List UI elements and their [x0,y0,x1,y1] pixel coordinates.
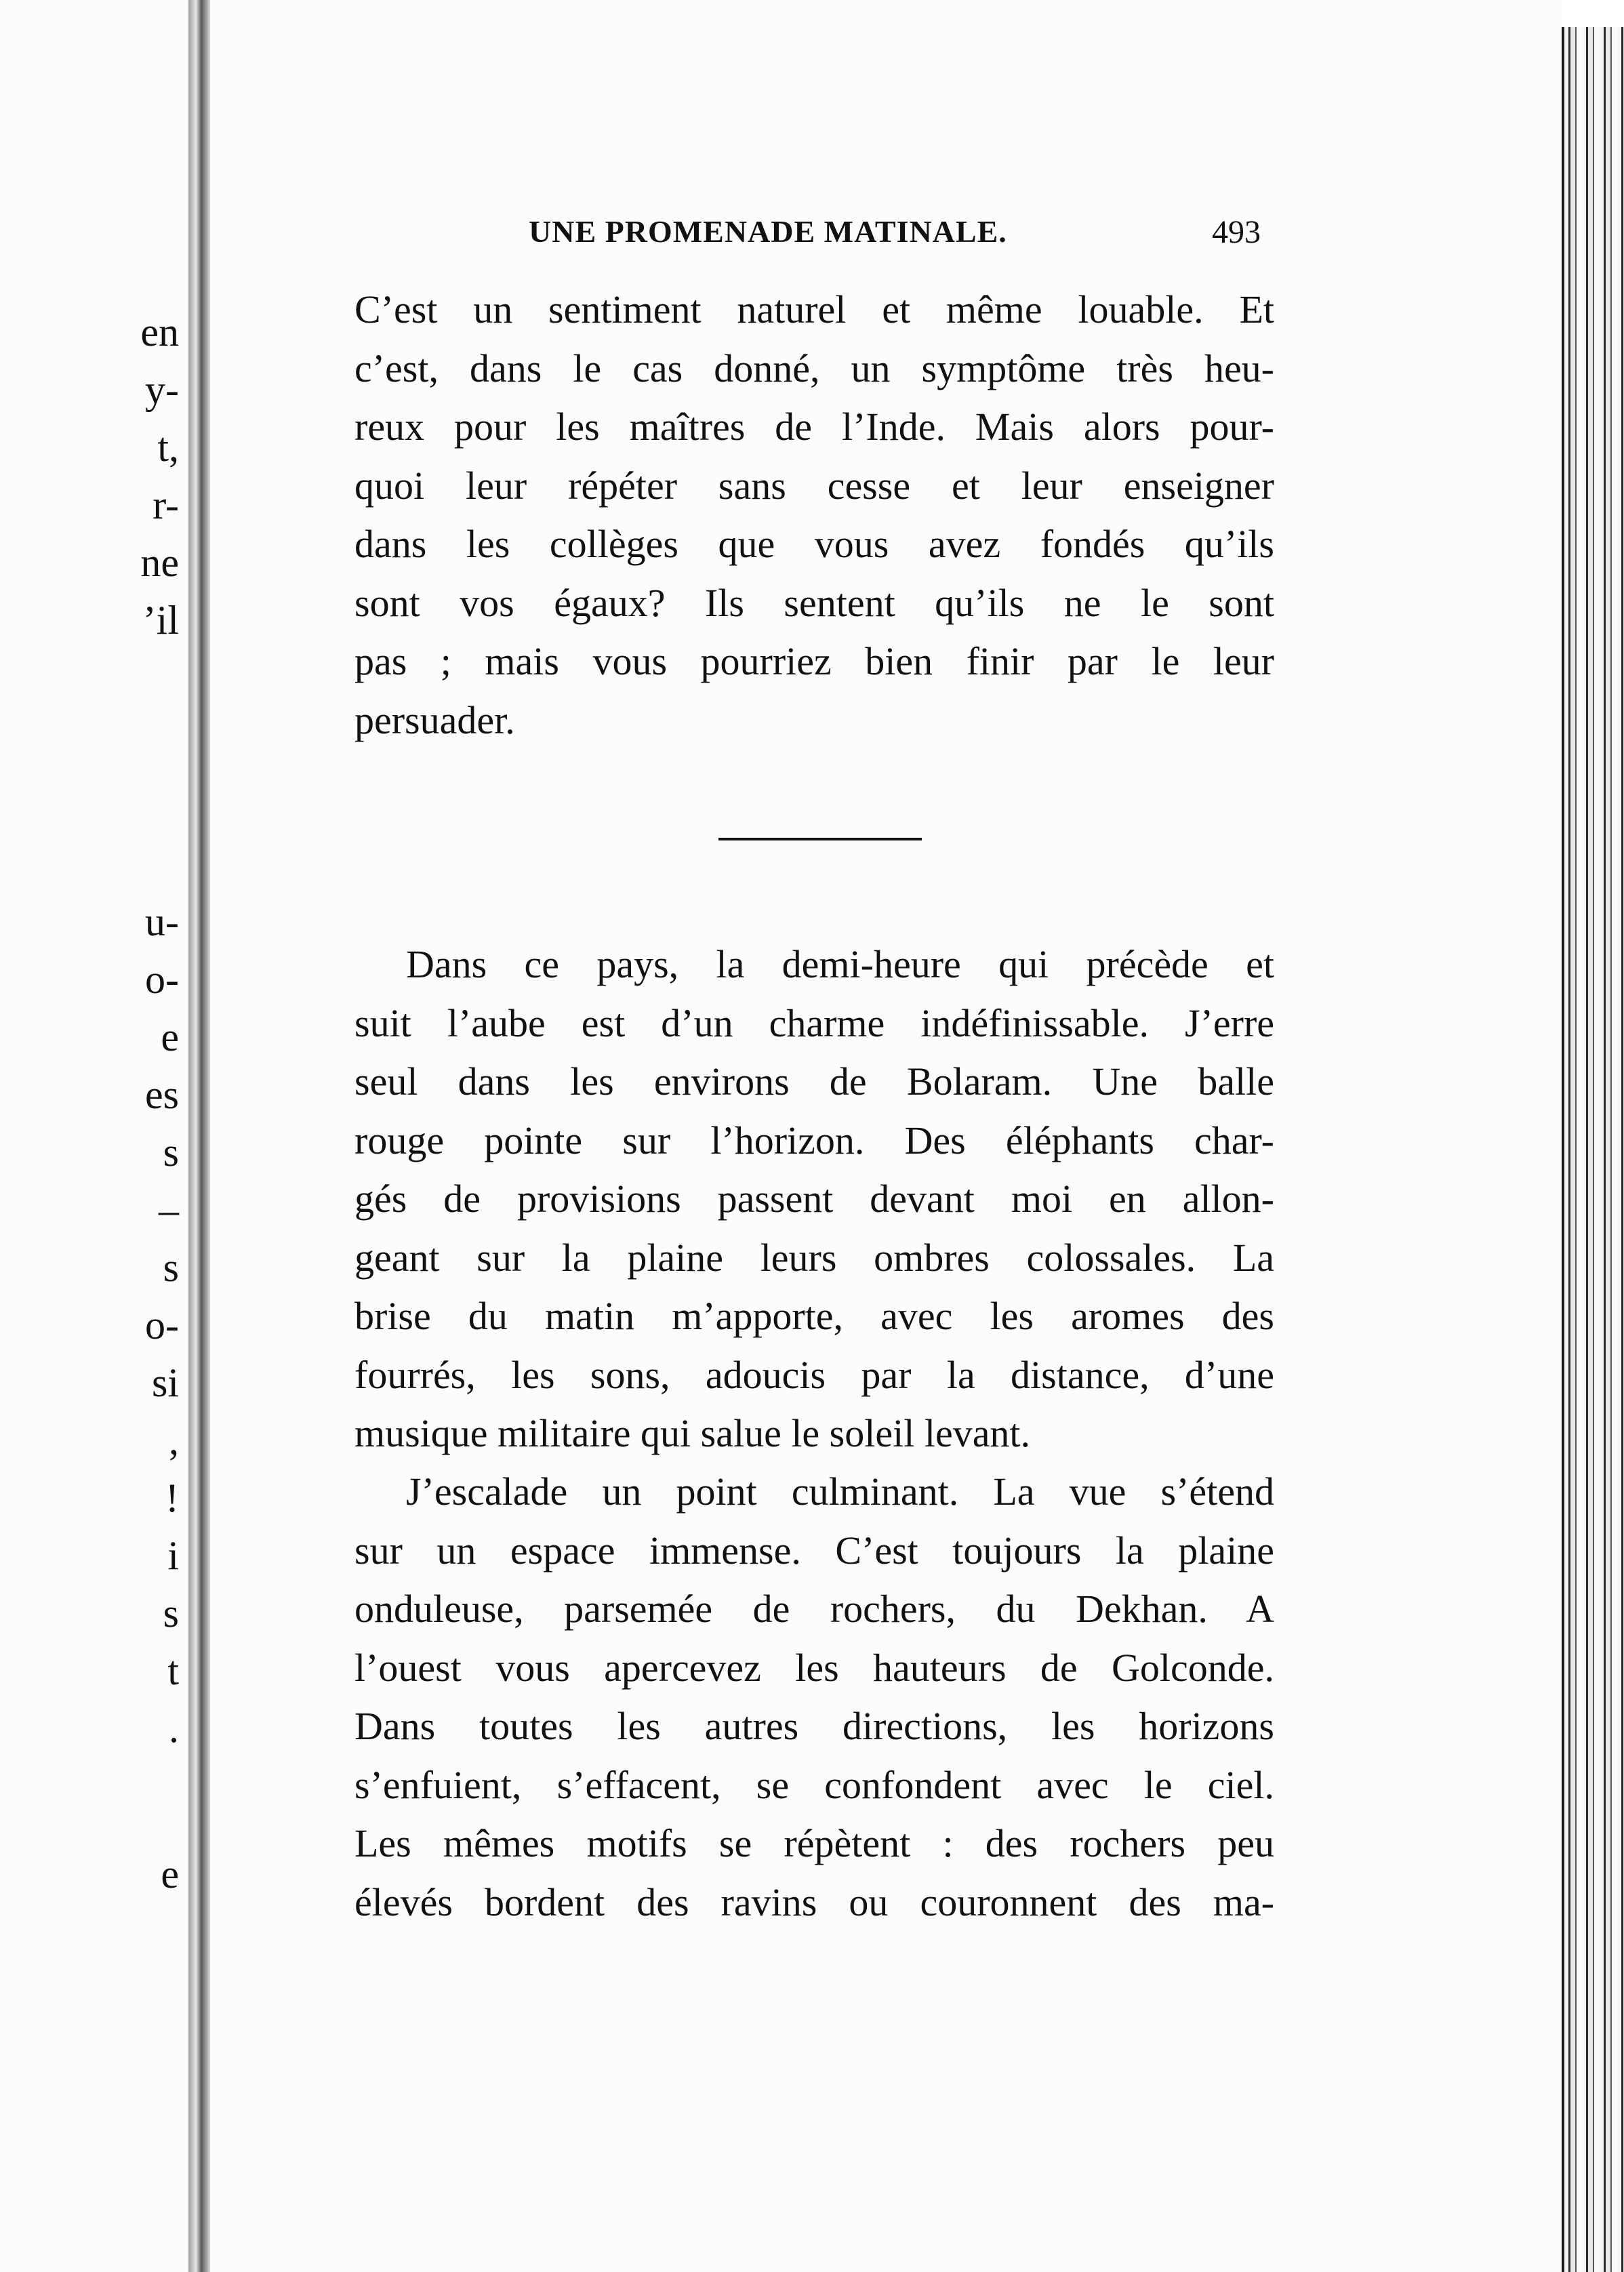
text-line: C’est un sentiment naturel et même louable. Et [354,287,1274,331]
text-line: c’est, dans le cas donné, un symptôme très heu- [354,346,1274,390]
text-line: onduleuse, parsemée de rochers, du Dekhan. A [354,1587,1274,1631]
text-line: sur un espace immense. C’est toujours la plaine [354,1528,1274,1573]
previous-page-fragment: t, [157,425,179,470]
previous-page-fragment: i [167,1533,179,1578]
text-line: pas ; mais vous pourriez bien finir par le leur [354,639,1274,683]
running-head [529,214,1261,261]
text-line: sont vos égaux? Ils sentent qu’ils ne le sont [354,580,1274,625]
previous-page-fragment: o- [145,957,179,1002]
text-line: fourrés, les sons, adoucis par la distance, d’une [354,1352,1274,1397]
previous-page-fragment: u- [145,899,179,944]
previous-page-fragment: ne [140,540,179,585]
previous-page-fragment: y- [145,367,179,412]
previous-page-fragment: – [159,1188,179,1232]
previous-page-fragment: ! [165,1476,179,1520]
paragraph-1 [354,281,1274,750]
previous-page-fragment: e [161,1852,179,1896]
paragraph-3 [354,1463,1274,1932]
text-line: s’enfuient, s’effacent, se confondent avec le ciel. [354,1762,1274,1807]
section-divider-rule [718,838,922,840]
previous-page-fragment: ’il [142,598,179,643]
previous-page-fragment: s [163,1591,179,1636]
text-line: Dans toutes les autres directions, les horizons [354,1704,1274,1748]
text-line: Les mêmes motifs se répètent : des rochers peu [354,1821,1274,1865]
previous-page-fragment: o- [145,1303,179,1347]
text-line: persuader. [354,697,515,742]
text-line: rouge pointe sur l’horizon. Des éléphants char- [354,1118,1274,1162]
previous-page-edge [0,0,188,2272]
text-line: brise du matin m’apporte, avec les aromes des [354,1294,1274,1338]
running-head-title: UNE PROMENADE MATINALE. [529,214,1007,249]
previous-page-fragment: . [169,1706,179,1751]
text-line: Dans ce pays, la demi-heure qui précède et [406,942,1274,986]
text-line: J’escalade un point culminant. La vue s’étend [406,1469,1274,1514]
text-line: geant sur la plaine leurs ombres colossales. La [354,1235,1274,1280]
text-line: reux pour les maîtres de l’Inde. Mais alors pour- [354,405,1274,449]
page-stack-edge [1562,27,1624,2272]
text-line: l’ouest vous apercevez les hauteurs de Golconde. [354,1645,1274,1690]
text-line: suit l’aube est d’un charme indéfinissable. J’erre [354,1000,1274,1045]
paragraph-2 [354,935,1274,1463]
previous-page-fragment: t [167,1648,179,1693]
text-line: gés de provisions passent devant moi en allon- [354,1177,1274,1221]
previous-page-fragment: s [163,1245,179,1290]
previous-page-fragment: e [161,1015,179,1059]
text-line: quoi leur répéter sans cesse et leur enseigner [354,463,1274,508]
text-line: dans les collèges que vous avez fondés qu’ils [354,522,1274,566]
previous-page-fragment: es [145,1072,179,1117]
text-line: élevés bordent des ravins ou couronnent des ma- [354,1880,1274,1924]
previous-page-fragment: en [140,310,179,354]
page-number: 493 [1212,214,1261,250]
previous-page-fragment: , [169,1418,179,1463]
previous-page-fragment: r- [153,483,179,527]
book-gutter [188,0,210,2272]
text-line: musique militaire qui salue le soleil levant. [354,1411,1031,1455]
previous-page-fragment: si [151,1360,179,1405]
previous-page-fragment: s [163,1130,179,1175]
text-line: seul dans les environs de Bolaram. Une balle [354,1059,1274,1103]
